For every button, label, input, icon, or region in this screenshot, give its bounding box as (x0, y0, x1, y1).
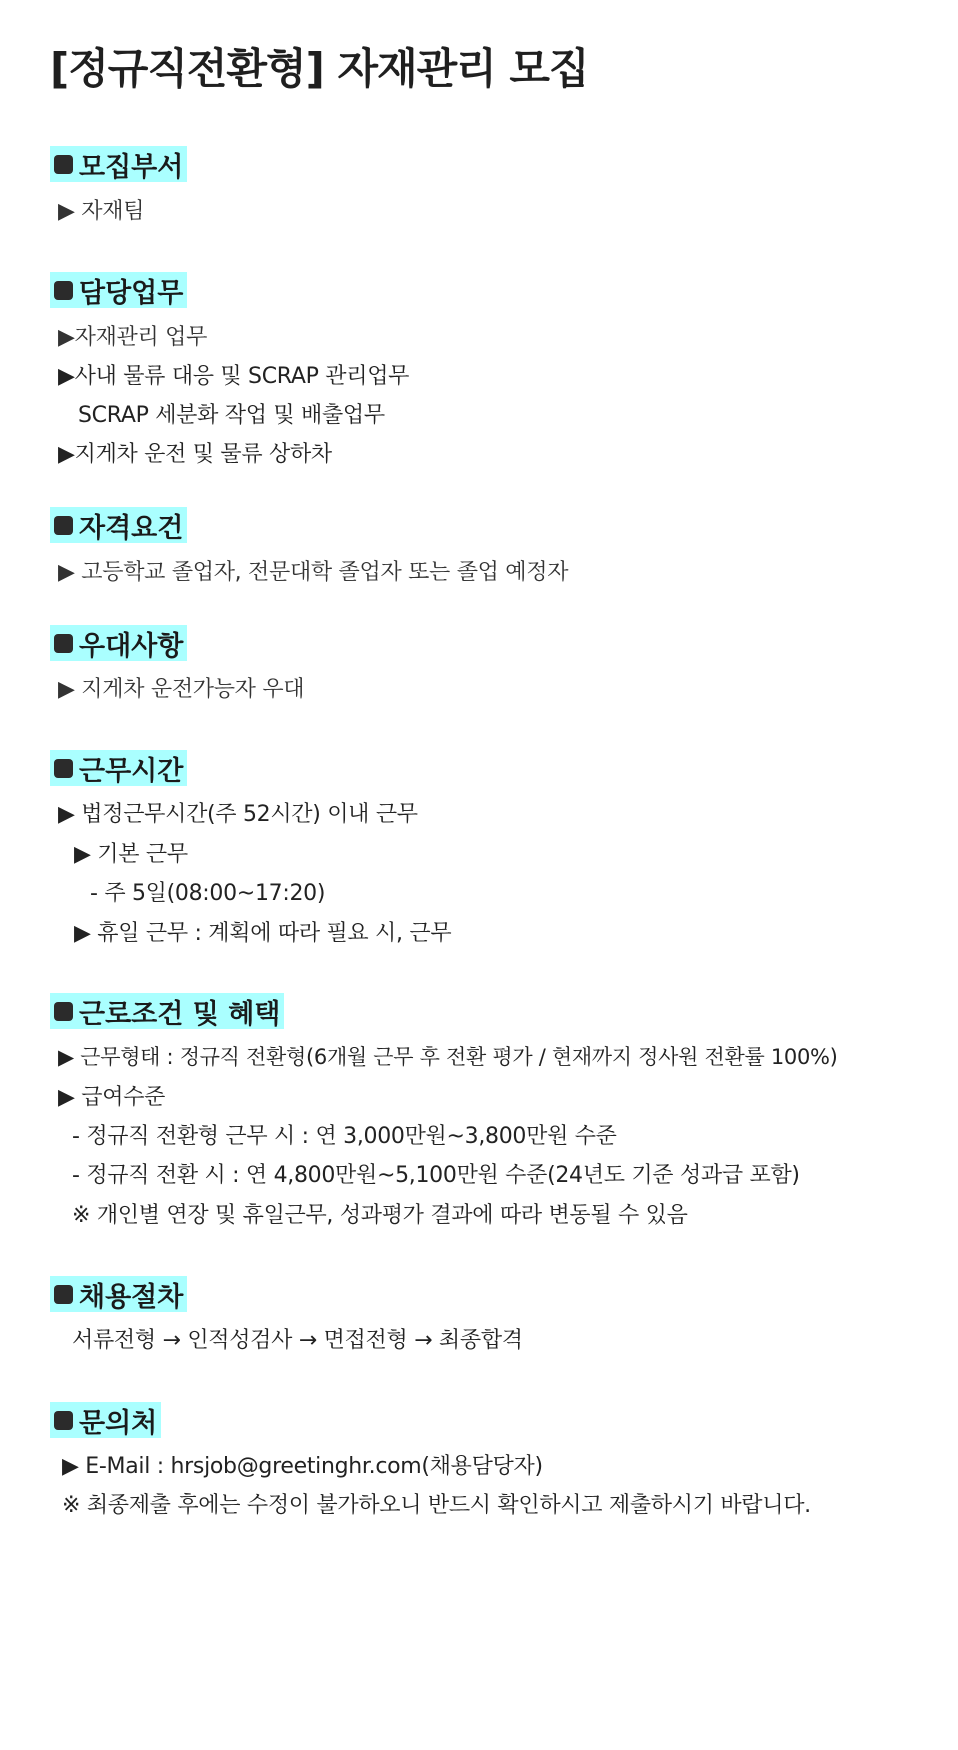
section-line: ▶ 자재팀 (58, 199, 145, 224)
section-line: - 정규직 전환형 근무 시 : 연 3,000만원~3,800만원 수준 (72, 1124, 617, 1149)
square-bullet-icon (54, 1411, 73, 1430)
section-line: ▶사내 물류 대응 및 SCRAP 관리업무 (58, 364, 410, 389)
section-heading-label: 자격요건 (79, 512, 184, 544)
section-line: SCRAP 세분화 작업 및 배출업무 (78, 403, 385, 428)
page-title: [정규직전환형] 자재관리 모집 (50, 44, 589, 93)
section-line: ▶ 법정근무시간(주 52시간) 이내 근무 (58, 802, 418, 827)
section-line: ▶ 고등학교 졸업자, 전문대학 졸업자 또는 졸업 예정자 (58, 560, 569, 585)
section-heading-conditions-benefits (50, 993, 284, 1029)
section-line: ▶ 근무형태 : 정규직 전환형(6개월 근무 후 전환 평가 / 현재까지 정사원 전환률 100%) (58, 1045, 838, 1069)
section-line: ▶ E-Mail : hrsjob@greetinghr.com(채용담당자) (62, 1454, 543, 1479)
section-line: ※ 최종제출 후에는 수정이 불가하오니 반드시 확인하시고 제출하시기 바랍니다. (62, 1493, 811, 1518)
section-line: ▶ 지게차 운전가능자 우대 (58, 677, 305, 702)
section-heading-department (50, 146, 187, 182)
section-heading-label: 근로조건 및 혜택 (79, 998, 281, 1030)
section-heading-preferences (50, 625, 187, 661)
section-heading-label: 문의처 (79, 1407, 158, 1439)
section-line: - 정규직 전환 시 : 연 4,800만원~5,100만원 수준(24년도 기준 성과급 포함) (72, 1163, 800, 1188)
section-heading-label: 채용절차 (79, 1281, 184, 1313)
section-heading-qualifications (50, 507, 187, 543)
section-line: ▶ 휴일 근무 : 계획에 따라 필요 시, 근무 (74, 921, 452, 946)
square-bullet-icon (54, 634, 73, 653)
section-line: ※ 개인별 연장 및 휴일근무, 성과평가 결과에 따라 변동될 수 있음 (72, 1203, 688, 1228)
section-line: ▶ 기본 근무 (74, 842, 188, 867)
section-heading-contact (50, 1402, 161, 1438)
section-line: - 주 5일(08:00~17:20) (90, 881, 326, 906)
section-heading-duties (50, 272, 187, 308)
section-line: ▶지게차 운전 및 물류 상하차 (58, 442, 332, 467)
section-line: 서류전형 → 인적성검사 → 면접전형 → 최종합격 (72, 1328, 523, 1353)
square-bullet-icon (54, 281, 73, 300)
section-heading-label: 담당업무 (79, 277, 184, 309)
square-bullet-icon (54, 516, 73, 535)
section-line: ▶자재관리 업무 (58, 325, 208, 350)
section-line: ▶ 급여수준 (58, 1085, 166, 1110)
section-heading-label: 우대사항 (79, 630, 184, 662)
square-bullet-icon (54, 155, 73, 174)
section-heading-label: 모집부서 (79, 151, 184, 183)
square-bullet-icon (54, 1002, 73, 1021)
square-bullet-icon (54, 759, 73, 778)
section-heading-hiring-process (50, 1276, 187, 1312)
section-heading-working-hours (50, 750, 187, 786)
square-bullet-icon (54, 1285, 73, 1304)
section-heading-label: 근무시간 (79, 755, 184, 787)
